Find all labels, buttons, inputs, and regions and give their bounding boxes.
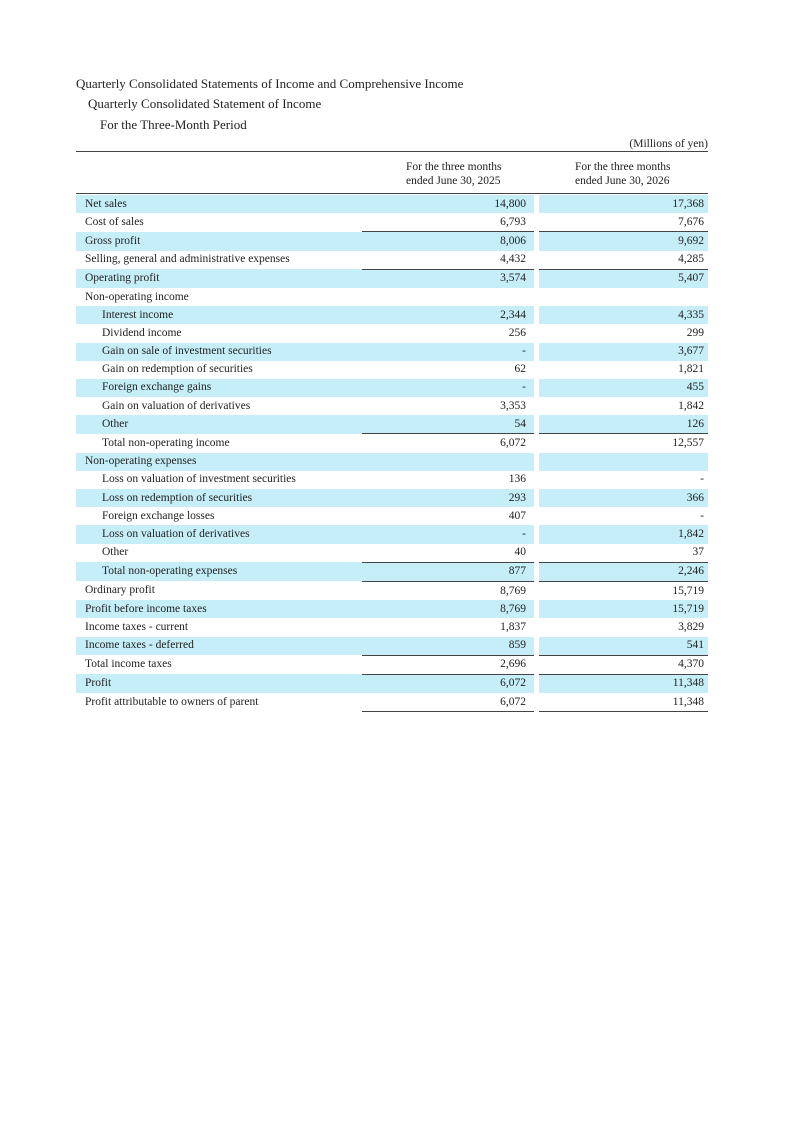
column-header-2025 [406, 160, 502, 188]
value-2025: 3,574 [362, 269, 534, 288]
row-label: Interest income [76, 306, 362, 324]
row-label: Total income taxes [85, 658, 172, 671]
row-label: Profit attributable to owners of parent [85, 695, 259, 708]
row-label: Total non-operating income [102, 436, 230, 449]
value-2026: - [700, 509, 704, 522]
value-2026: 1,821 [678, 363, 704, 376]
row-label: Total non-operating expenses [76, 562, 362, 581]
row-label: Operating profit [76, 269, 362, 288]
value-2025: 256 [508, 326, 526, 339]
table-row [76, 507, 708, 525]
table-row [76, 618, 708, 636]
row-label: Profit [76, 674, 362, 693]
table-row [76, 562, 708, 581]
value-2026: 455 [539, 379, 708, 397]
row-label: Gain on valuation of derivatives [102, 399, 251, 412]
value-2026: 366 [539, 489, 708, 507]
value-2025: 6,072 [362, 693, 534, 712]
table-row [76, 379, 708, 397]
row-label: Gain on sale of investment securities [76, 343, 362, 361]
value-2025: 3,353 [500, 399, 526, 412]
table-row [76, 232, 708, 251]
value-2025: 40 [514, 546, 526, 559]
table-row [76, 674, 708, 693]
value-2026: 126 [539, 415, 708, 434]
table-row [76, 343, 708, 361]
value-2025: 877 [362, 562, 534, 581]
row-label: Dividend income [102, 326, 182, 339]
table-row [76, 525, 708, 543]
table-row [76, 415, 708, 434]
header-rule [76, 193, 708, 194]
value-2026: 2,246 [539, 562, 708, 581]
value-2026: 541 [539, 637, 708, 656]
row-label: Gain on redemption of securities [102, 363, 253, 376]
row-label: Foreign exchange losses [102, 509, 215, 522]
table-row [76, 361, 708, 379]
value-2025: 859 [362, 637, 534, 656]
value-2025: 8,006 [362, 232, 534, 251]
table-row [76, 637, 708, 656]
table-row [76, 693, 708, 712]
value-2025: 1,837 [500, 620, 526, 633]
table-row [76, 195, 708, 213]
value-2025: 14,800 [362, 195, 534, 213]
table-top-rule [76, 151, 708, 152]
column-header-2026-line1: For the three months [575, 161, 671, 173]
value-2025: 4,432 [500, 253, 526, 266]
income-statement-table [76, 195, 708, 712]
row-label: Loss on valuation of derivatives [76, 525, 362, 543]
column-header-2025-line2: ended June 30, 2025 [406, 175, 501, 187]
row-label: Income taxes - deferred [76, 637, 362, 656]
row-label: Other [102, 546, 129, 559]
value-2026: 15,719 [539, 600, 708, 618]
value-2026 [539, 288, 708, 306]
row-label: Foreign exchange gains [76, 379, 362, 397]
table-row [76, 397, 708, 415]
table-row [76, 544, 708, 563]
value-2025: 293 [362, 489, 534, 507]
value-2025: 407 [508, 509, 526, 522]
row-label: Profit before income taxes [76, 600, 362, 618]
value-2025: - [362, 525, 534, 543]
value-2025: 6,072 [362, 434, 534, 453]
value-2025: 8,769 [362, 600, 534, 618]
value-2025 [362, 288, 534, 306]
value-2025: - [362, 379, 534, 397]
table-row [76, 489, 708, 507]
value-2025 [362, 453, 534, 471]
column-header-2026-line2: ended June 30, 2026 [575, 175, 670, 187]
value-2026: 7,676 [678, 215, 704, 228]
table-row [76, 453, 708, 471]
row-label: Non-operating expenses [76, 453, 362, 471]
value-2025: 62 [514, 363, 526, 376]
statement-title: Quarterly Consolidated Statements of Income and Comprehensive Income [76, 76, 464, 91]
row-label: Other [76, 415, 362, 434]
period-title: For the Three-Month Period [100, 117, 247, 132]
value-2026 [539, 453, 708, 471]
value-2025: 136 [508, 473, 526, 486]
value-2026: 3,677 [539, 343, 708, 361]
unit-note: (Millions of yen) [629, 138, 708, 150]
table-row [76, 581, 708, 600]
value-2026: 17,368 [539, 195, 708, 213]
value-2026: 11,348 [539, 693, 708, 712]
table-row [76, 324, 708, 342]
value-2026: 4,370 [539, 655, 708, 674]
table-row [76, 306, 708, 324]
row-label: Cost of sales [85, 216, 144, 229]
row-label: Loss on redemption of securities [76, 489, 362, 507]
row-label: Selling, general and administrative expenses [85, 253, 290, 266]
table-row [76, 288, 708, 306]
row-label: Gross profit [76, 232, 362, 251]
value-2026: 11,348 [539, 674, 708, 693]
value-2025: 54 [362, 415, 534, 434]
value-2025: 8,769 [362, 581, 534, 600]
row-label: Loss on valuation of investment securities [102, 473, 296, 486]
value-2025: 2,344 [362, 306, 534, 324]
column-header-2025-line1: For the three months [406, 161, 502, 173]
value-2026: 4,335 [539, 306, 708, 324]
row-label: Net sales [76, 195, 362, 213]
value-2026: 299 [686, 326, 704, 339]
value-2026: 37 [692, 546, 704, 559]
value-2026: 15,719 [539, 581, 708, 600]
table-row [76, 655, 708, 674]
table-row [76, 269, 708, 288]
table-row [76, 600, 708, 618]
value-2025: 6,793 [500, 215, 526, 228]
table-row [76, 213, 708, 232]
value-2025: - [362, 343, 534, 361]
value-2026: 1,842 [539, 525, 708, 543]
column-headers [76, 160, 708, 193]
row-label: Non-operating income [85, 290, 189, 303]
value-2026: 1,842 [678, 399, 704, 412]
value-2026: 3,829 [678, 620, 704, 633]
row-label: Ordinary profit [85, 584, 155, 597]
table-row [76, 434, 708, 453]
value-2026: 9,692 [539, 232, 708, 251]
value-2026: 12,557 [539, 434, 708, 453]
table-row [76, 471, 708, 489]
value-2026: - [700, 473, 704, 486]
value-2026: 5,407 [539, 269, 708, 288]
value-2026: 4,285 [678, 253, 704, 266]
row-label: Income taxes - current [85, 620, 189, 633]
statement-subtitle: Quarterly Consolidated Statement of Income [88, 96, 322, 111]
value-2025: 2,696 [362, 655, 534, 674]
column-header-2026 [575, 160, 671, 188]
value-2025: 6,072 [362, 674, 534, 693]
table-row [76, 251, 708, 270]
